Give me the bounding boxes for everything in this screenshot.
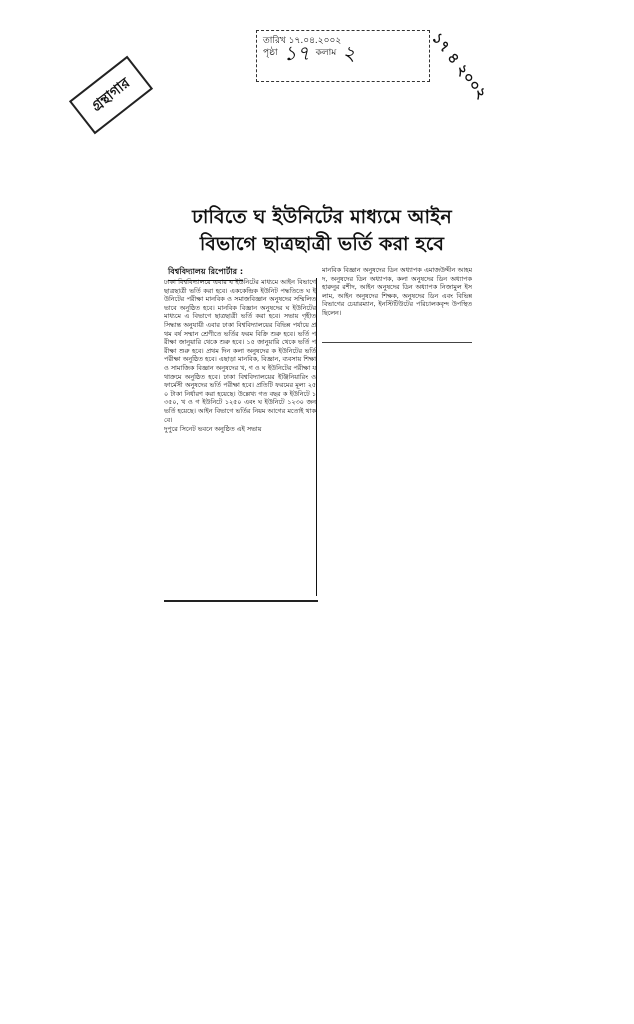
column-label: কলাম bbox=[315, 48, 337, 58]
date-page-stamp bbox=[256, 30, 430, 82]
date-label: তারিখ ১৭.০৪.২০০২ bbox=[263, 36, 342, 46]
library-stamp bbox=[69, 56, 153, 135]
headline-line-2: বিভাগে ছাত্রছাত্রী ভর্তি করা হবে bbox=[199, 233, 445, 255]
page-value: ১৭ bbox=[283, 41, 310, 65]
column-2-rule bbox=[322, 342, 472, 343]
column-1-last-line: দুপুরে সিনেট ভবনে অনুষ্ঠিত এই সভায় bbox=[164, 425, 262, 434]
page-label: পৃষ্ঠা bbox=[263, 48, 278, 58]
column-1-body: ঢাকা বিশ্ববিদ্যালয়ে এবার ঘ ইউনিটের মাধ্যমে আইন বিভাগে ছাত্রছাত্রী ভর্তি করা হবে। এককেন্দ্রিক ইউনিট পদ্ধতিতে ঘ ইউনিটের পরীক্ষা মানবিক ও সমাজবিজ্ঞান অনুষদের সম্মিলিতভাবে অনুষ্ঠিত হবে। মানবিক বিজ্ঞান অনুষদের ঘ ইউনিটের মাধ্যমে এ বিভাগে ছাত্রছাত্রী ভর্তি করা হবে। সভায় গৃহীত সিদ্ধান্ত অনুযায়ী এবার ঢাকা বিশ্ববিদ্যালয়ের বিভিন্ন পর্যায়ে প্রথম বর্ষ সম্মান শ্রেণীতে ভর্তির ফরম বিক্রি শুরু হবে। ভর্তি পরীক্ষা জানুয়ারি থেকে শুরু হবে। ১৫ জানুয়ারি থেকে ভর্তি পরীক্ষা শুরু হবে। প্রথম দিন কলা অনুষদের ক ইউনিটের ভর্তি পরীক্ষা অনুষ্ঠিত হবে। এছাড়া মানবিক, বিজ্ঞান, ব্যবসায় শিক্ষা ও সামাজিক বিজ্ঞান অনুষদের খ, গ ও ঘ ইউনিটের পরীক্ষা যথাক্রমে অনুষ্ঠিত হবে। ঢাকা বিশ্ববিদ্যালয়ের ইঞ্জিনিয়ারিং ও ফার্মেসী অনুষদের ভর্তি পরীক্ষা হবে। প্রতিটি ফরমের মূল্য ২৫০ টাকা নির্ধারণ করা হয়েছে। উল্লেখ্য গত বছর ক ইউনিটে ১৩৫০, খ ও গ ইউনিটে ১২৫০ এবং ঘ ইউনিটে ১২৩০ জন ভর্তি হয়েছে। আইন বিভাগে ভর্তির নিয়ম আগের মতোই থাকবে। bbox=[164, 278, 316, 424]
library-stamp-text: গ্রন্থাগার bbox=[88, 75, 134, 115]
article-headline bbox=[174, 204, 470, 258]
article-byline: বিশ্ববিদ্যালয় রিপোর্টার : bbox=[168, 266, 243, 281]
column-value: ২ bbox=[342, 41, 356, 65]
column-2-body: মানবিক বিজ্ঞান অনুষদের ডিন অধ্যাপক এমাজউদ্দীন আহমদ, অনুষদের ডিন অধ্যাপক, কলা অনুষদের ডিন অধ্যাপক হারুনুর রশীদ, আইন অনুষদের ডিন অধ্যাপক নিজামুল ইসলাম, আইন অনুষদের শিক্ষক, অনুষদের ডিন এবং বিভিন্ন বিভাগের চেয়ারম্যান, ইনস্টিটিউটের পরিচালকবৃন্দ উপস্থিত ছিলেন। bbox=[322, 266, 472, 317]
newspaper-clipping bbox=[160, 196, 482, 616]
article-column-2 bbox=[322, 266, 472, 340]
corner-date-stamp: ১৭ ৪ ২০০২ bbox=[428, 29, 491, 103]
headline-line-1: ঢাবিতে ঘ ইউনিটের মাধ্যমে আইন bbox=[192, 206, 452, 228]
clipping-bottom-rule bbox=[164, 600, 318, 602]
article-column-1 bbox=[164, 278, 317, 596]
